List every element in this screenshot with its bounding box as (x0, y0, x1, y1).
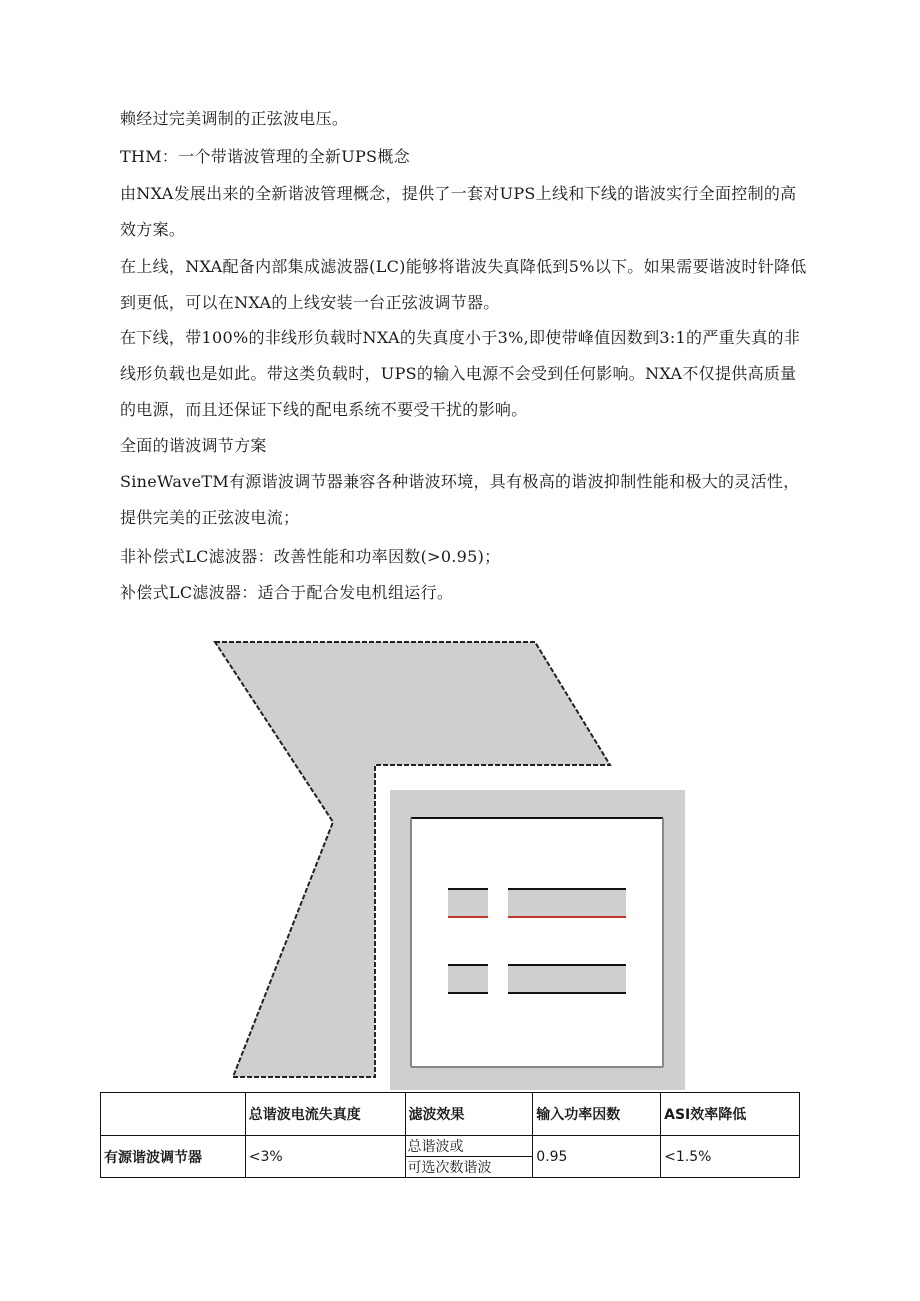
paragraph-7: SineWaveTM有源谐波调节器兼容各种谐波环境，具有极高的谐波抑制性能和极大的灵活性，提供完美的正弦波电流； (120, 472, 800, 527)
paragraph-9: 补偿式LC滤波器：适合于配合发电机组运行。 (120, 583, 454, 602)
header-cell-empty (101, 1093, 246, 1136)
document-list-placeholder-icon (205, 632, 695, 1092)
paragraph-4: 在上线，NXA配备内部集成滤波器(LC)能够将谐波失真降低到5%以下。如果需要谐波时针降低到更低，可以在NXA的上线安装一台正弦波调节器。 (120, 257, 807, 312)
list-line-1 (508, 888, 626, 918)
page-bottom-margin (0, 1184, 920, 1301)
paragraph-1: 赖经过完美调制的正弦波电压。 (120, 109, 349, 128)
cell-efficiency: <1.5% (661, 1136, 800, 1178)
header-cell-power-factor: 输入功率因数 (533, 1093, 661, 1136)
cell-power-factor: 0.95 (533, 1136, 661, 1178)
header-cell-thd: 总谐波电流失真度 (245, 1093, 405, 1136)
paragraph-6-heading: 全面的谐波调节方案 (120, 436, 267, 455)
cell-thd: <3% (245, 1136, 405, 1178)
list-bullet-1 (448, 888, 488, 918)
comparison-table (100, 1092, 800, 1178)
table-header-row (101, 1093, 800, 1136)
panel-inner (411, 817, 663, 1067)
list-bullet-2 (448, 964, 488, 994)
row-label: 有源谐波调节器 (101, 1136, 246, 1178)
cell-effect-2: 可选次数谐波 (405, 1157, 533, 1178)
list-line-2 (508, 964, 626, 994)
table-row (101, 1136, 800, 1157)
header-cell-efficiency: ASI效率降低 (661, 1093, 800, 1136)
paragraph-3: 由NXA发展出来的全新谐波管理概念，提供了一套对UPS上线和下线的谐波实行全面控制的高效方案。 (120, 184, 797, 239)
paragraph-2-heading: THM：一个带谐波管理的全新UPS概念 (120, 147, 410, 166)
cell-effect-1: 总谐波或 (405, 1136, 533, 1157)
paragraph-5: 在下线，带100%的非线形负载时NXA的失真度小于3%,即使带峰值因数到3:1的严重失真的非线形负载也是如此。带这类负载时，UPS的输入电源不会受到任何影响。NXA不仅提供高质量的电源，而且还保证下线的配电系统不要受干扰的影响。 (120, 328, 801, 419)
paragraph-8: 非补偿式LC滤波器：改善性能和功率因数(>0.95)； (120, 547, 501, 566)
header-cell-effect: 滤波效果 (405, 1093, 533, 1136)
